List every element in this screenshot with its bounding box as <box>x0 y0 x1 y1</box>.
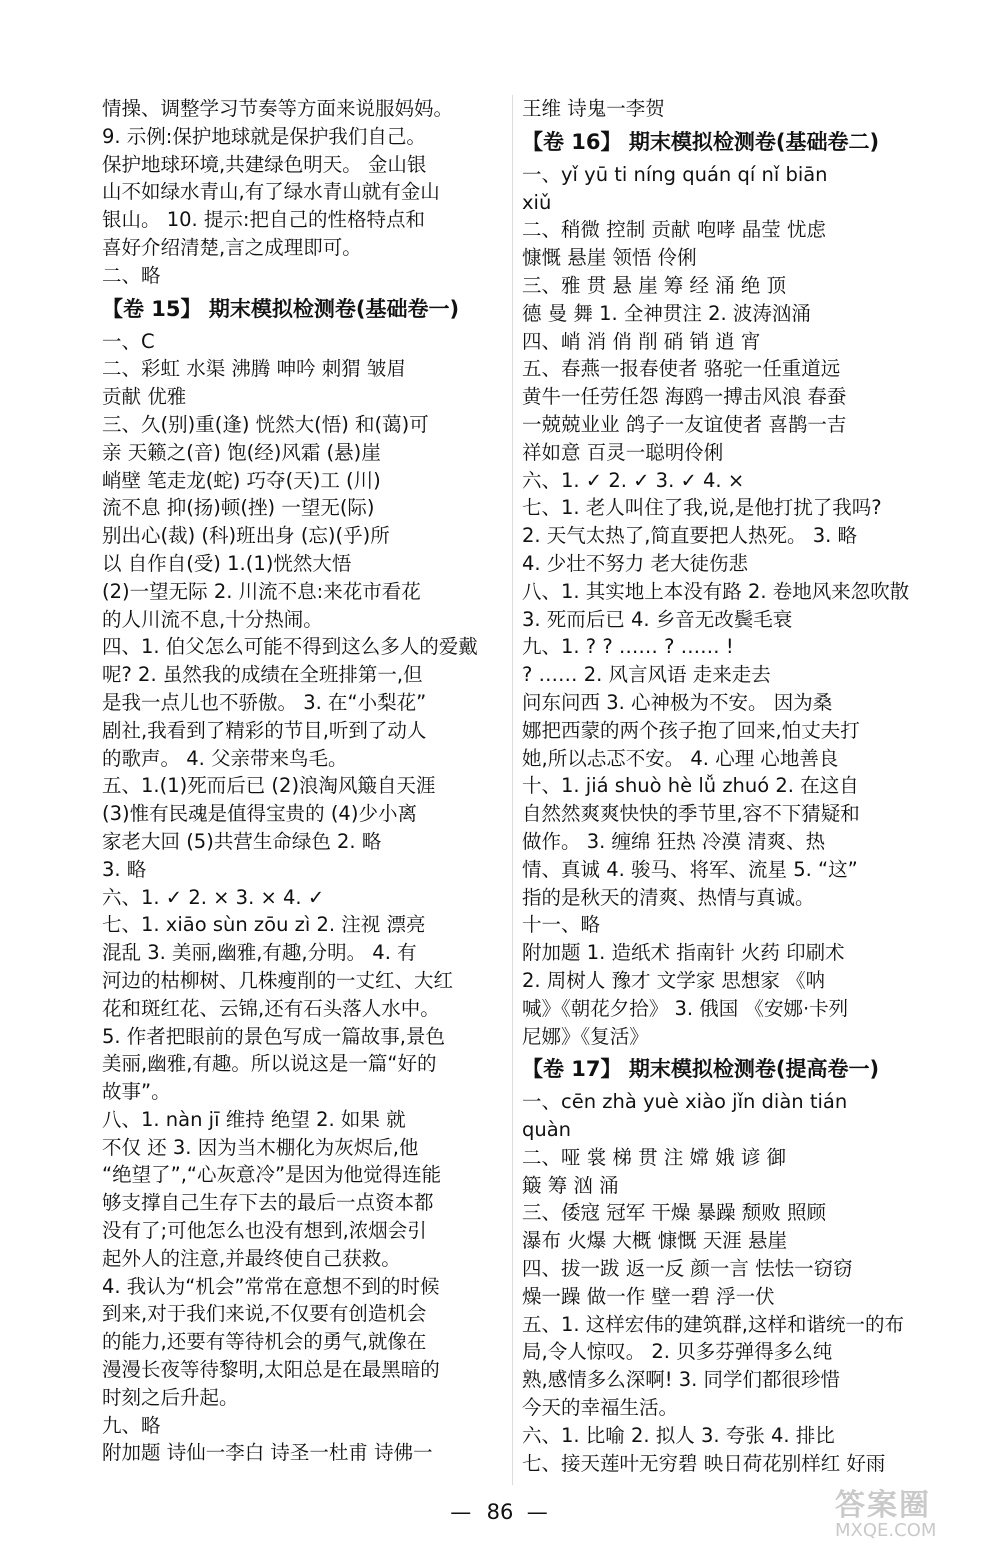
answer-line: 时刻之后升起。 <box>102 1385 239 1409</box>
answer-line: 没有了;可他怎么也没有想到,浓烟会引 <box>102 1219 427 1243</box>
answer-line: 故事”。 <box>102 1080 171 1104</box>
answer-line: 一、C <box>102 329 155 353</box>
watermark-logo: 答案圈 <box>835 1488 931 1523</box>
answer-line: 美丽,幽雅,有趣。所以说这是一篇“好的 <box>102 1052 437 1076</box>
answer-line: 四、峭 消 俏 削 硝 销 逍 宵 <box>522 329 761 353</box>
answer-line: 亲 天籁之(音) 饱(经)风霜 (悬)崖 <box>102 440 381 464</box>
answer-line: 瀑布 火爆 大概 慷慨 天涯 悬崖 <box>522 1229 787 1253</box>
answer-line: 九、1. ? ? …… ? …… ! <box>522 635 734 659</box>
answer-line: xiǔ <box>522 190 552 214</box>
answer-line: 花和斑红花、云锦,还有石头落人水中。 <box>102 996 440 1020</box>
footer-dash-left: — <box>450 1500 474 1524</box>
answer-line: 慷慨 悬崖 领悟 伶俐 <box>522 246 697 270</box>
answer-line: 起外人的注意,并最终使自己获救。 <box>102 1246 401 1270</box>
answer-line: 十、1. jiá shuò hè lǚ zhuó 2. 在这自 <box>522 774 859 798</box>
answer-line: 喊》《朝花夕拾》 3. 俄国 《安娜·卡列 <box>522 996 849 1020</box>
answer-line: 三、久(别)重(逢) 恍然大(悟) 和(蔼)可 <box>102 412 429 436</box>
left-column <box>102 95 507 1467</box>
answer-line: 保护地球环境,共建绿色明天。 金山银 <box>102 152 427 176</box>
answer-line: 3. 略 <box>102 857 147 881</box>
answer-line: 四、拔一跋 返一反 颜一言 怯怯一窃窃 <box>522 1257 853 1281</box>
answer-line: 山不如绿水青山,有了绿水青山就有金山 <box>102 180 440 204</box>
answer-line: 六、1. ✓ 2. ✓ 3. ✓ 4. × <box>522 468 745 492</box>
answer-line: 七、接天莲叶无穷碧 映日荷花别样红 好雨 <box>522 1451 886 1475</box>
footer-dash-right: — <box>526 1500 550 1524</box>
answer-line: 4. 我认为“机会”常常在意想不到的时候 <box>102 1274 440 1298</box>
answer-line: 燥一躁 做一作 壁一碧 浮一伏 <box>522 1284 775 1308</box>
answer-line: 是我一点儿也不骄傲。 3. 在“小梨花” <box>102 690 427 714</box>
answer-line: 六、1. ✓ 2. × 3. × 4. ✓ <box>102 885 325 909</box>
page-number: 86 <box>486 1500 514 1524</box>
answer-line: 喜好介绍清楚,言之成理即可。 <box>102 235 362 259</box>
answer-line: “绝望了”,“心灰意冷”是因为他觉得连能 <box>102 1163 442 1187</box>
watermark-site: MXQE.COM <box>835 1520 937 1541</box>
answer-line: 熟,感情多么深啊! 3. 同学们都很珍惜 <box>522 1368 841 1392</box>
answer-line: 三、倭寇 冠军 干燥 暴躁 颓败 照顾 <box>522 1201 826 1225</box>
answer-line: 情、真诚 4. 骏马、将军、流星 5. “这” <box>522 857 858 881</box>
answer-line: 自然然爽爽快快的季节里,容不下猜疑和 <box>522 802 860 826</box>
answer-line: 七、1. xiāo sùn zōu zì 2. 注视 漂亮 <box>102 913 426 937</box>
answer-line: 呢? 2. 虽然我的成绩在全班排第一,但 <box>102 663 423 687</box>
answer-line: 六、1. 比喻 2. 拟人 3. 夸张 4. 排比 <box>522 1423 835 1447</box>
answer-line: 的歌声。 4. 父亲带来鸟毛。 <box>102 746 348 770</box>
answer-line: 混乱 3. 美丽,幽雅,有趣,分明。 4. 有 <box>102 941 417 965</box>
answer-line: 德 曼 舞 1. 全神贯注 2. 波涛汹涌 <box>522 301 811 325</box>
answer-line: 流不息 抑(扬)顿(挫) 一望无(际) <box>102 496 375 520</box>
answer-line: 不仅 还 3. 因为当木棚化为灰烬后,他 <box>102 1135 419 1159</box>
answer-line: 簸 筹 汹 涌 <box>522 1173 619 1197</box>
answer-line: 2. 周树人 豫才 文学家 思想家 《呐 <box>522 968 826 992</box>
answer-line: 3. 死而后已 4. 乡音无改鬓毛衰 <box>522 607 793 631</box>
answer-line: 9. 示例:保护地球就是保护我们自己。 <box>102 124 426 148</box>
answer-line: 祥如意 百灵一聪明伶俐 <box>522 440 724 464</box>
answer-line: 五、1.(1)死而后已 (2)浪淘风簸自天涯 <box>102 774 436 798</box>
answer-line: 王维 诗鬼一李贺 <box>522 97 665 120</box>
answer-line: quàn <box>522 1118 572 1142</box>
answer-line: 黄牛一任劳任怨 海鸥一搏击风浪 春蚕 <box>522 385 847 409</box>
answer-line: 指的是秋天的清爽、热情与真诚。 <box>522 885 815 909</box>
answer-line: ? …… 2. 风言风语 走来走去 <box>522 663 771 687</box>
answer-line: 做作。 3. 缠绵 狂热 冷漠 清爽、热 <box>522 829 826 853</box>
answer-line: 八、1. 其实地上本没有路 2. 卷地风来忽吹散 <box>522 579 910 603</box>
answer-line: 二、稍微 控制 贡献 咆哮 晶莹 忧虑 <box>522 218 826 242</box>
answer-line: 附加题 1. 造纸术 指南针 火药 印刷术 <box>522 941 845 965</box>
answer-line: 五、春燕一报春使者 骆驼一任重道远 <box>522 357 841 381</box>
answer-line: 到来,对于我们来说,不仅要有创造机会 <box>102 1302 427 1326</box>
answer-line: 二、彩虹 水渠 沸腾 呻吟 刺猬 皱眉 <box>102 357 406 381</box>
answer-line: 三、雅 贯 悬 崖 筹 经 涌 绝 顶 <box>522 273 787 297</box>
answer-line: 峭壁 笔走龙(蛇) 巧夺(天)工 (川) <box>102 468 381 492</box>
answer-line: (3)惟有民魂是值得宝贵的 (4)少小离 <box>102 802 417 826</box>
answer-line: 漫漫长夜等待黎明,太阳总是在最黑暗的 <box>102 1358 440 1382</box>
answer-line: 今天的幸福生活。 <box>522 1396 679 1420</box>
answer-line: 二、哑 裳 梯 贯 注 嫦 娥 谚 御 <box>522 1145 787 1169</box>
answer-line: 五、1. 这样宏伟的建筑群,这样和谐统一的布 <box>522 1312 905 1336</box>
answer-line: 4. 少壮不努力 老大徒伤悲 <box>522 551 749 575</box>
answer-line: 贡献 优雅 <box>102 385 187 409</box>
right-column <box>522 95 952 1477</box>
answer-line: 八、1. nàn jī 维持 绝望 2. 如果 就 <box>102 1107 406 1131</box>
answer-line: 一、cēn zhà yuè xiào jǐn diàn tián <box>522 1090 848 1114</box>
column-divider <box>512 95 513 1485</box>
answer-line: 一、yǐ yū ti níng quán qí nǐ biān <box>522 162 828 186</box>
answer-line: 5. 作者把眼前的景色写成一篇故事,景色 <box>102 1024 446 1048</box>
answer-line: 十一、略 <box>522 913 601 937</box>
answer-line: 情操、调整学习节奏等方面来说服妈妈。 <box>102 97 454 120</box>
answer-line: 2. 天气太热了,简直要把人热死。 3. 略 <box>522 524 858 548</box>
answer-line: 以 自作自(受) 1.(1)恍然大悟 <box>102 551 352 575</box>
answer-line: 别出心(裁) (科)班出身 (忘)(乎)所 <box>102 524 390 548</box>
answer-line: (2)一望无际 2. 川流不息:来花市看花 <box>102 579 421 603</box>
section-heading: 【卷 15】 期末模拟检测卷(基础卷一) <box>102 296 460 321</box>
answer-line: 二、略 <box>102 263 161 287</box>
answer-line: 尼娜》《复活》 <box>522 1024 649 1048</box>
answer-line: 够支撑自己生存下去的最后一点资本都 <box>102 1191 434 1215</box>
section-heading: 【卷 17】 期末模拟检测卷(提高卷一) <box>522 1057 880 1082</box>
answer-line: 附加题 诗仙一李白 诗圣一杜甫 诗佛一 <box>102 1441 433 1465</box>
answer-line: 的能力,还要有等待机会的勇气,就像在 <box>102 1330 427 1354</box>
section-heading: 【卷 16】 期末模拟检测卷(基础卷二) <box>522 129 880 154</box>
answer-line: 她,所以忐忑不安。 4. 心理 心地善良 <box>522 746 839 770</box>
answer-line: 一兢兢业业 鸽子一友谊使者 喜鹊一吉 <box>522 412 847 436</box>
answer-line: 局,令人惊叹。 2. 贝多芬弹得多么纯 <box>522 1340 833 1364</box>
answer-line: 银山。 10. 提示:把自己的性格特点和 <box>102 208 425 232</box>
answer-line: 七、1. 老人叫住了我,说,是他打扰了我吗? <box>522 496 882 520</box>
answer-line: 家老大回 (5)共营生命绿色 2. 略 <box>102 829 382 853</box>
answer-line: 问东问西 3. 心神极为不安。 因为桑 <box>522 690 833 714</box>
answer-line: 九、略 <box>102 1413 161 1437</box>
answer-line: 娜把西蒙的两个孩子抱了回来,怕丈夫打 <box>522 718 860 742</box>
watermark <box>835 1480 990 1540</box>
answer-line: 剧社,我看到了精彩的节目,听到了动人 <box>102 718 427 742</box>
answer-line: 四、1. 伯父怎么可能不得到这么多人的爱戴 <box>102 635 478 659</box>
answer-line: 河边的枯柳树、几株瘦削的一丈红、大红 <box>102 968 454 992</box>
answer-line: 的人川流不息,十分热闹。 <box>102 607 323 631</box>
